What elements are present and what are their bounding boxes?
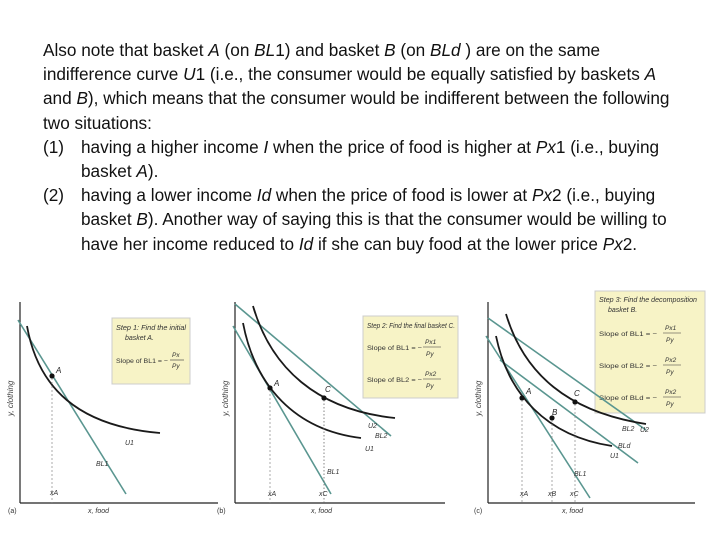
step-box-title: Step 1: Find the initial [116, 325, 187, 332]
basket-c-point [572, 399, 577, 404]
intro-text: and [43, 88, 77, 109]
curve-u1-label: U1 [610, 453, 619, 460]
point-b-label: B [552, 408, 558, 417]
curve-u2-label: U2 [640, 427, 649, 434]
basket-a-point [267, 385, 272, 390]
slope-numerator: Px1 [665, 325, 677, 332]
slope-denominator: Py [426, 351, 434, 358]
point-a-label: A [274, 379, 280, 388]
step-box-title: basket A. [125, 335, 154, 342]
budget-line-label: BL1 [574, 471, 587, 478]
slope-numerator: Px2 [665, 357, 677, 364]
slope-label: Slope of BLd = − [599, 395, 658, 402]
budget-line-bl1 [233, 326, 331, 494]
slope-numerator: Px1 [425, 339, 437, 346]
intro-text: (on [395, 40, 431, 60]
panel-a-figure [0, 288, 230, 520]
basket-b-ref: B [76, 88, 88, 109]
x-axis-label: x, food [562, 508, 584, 515]
intro-text: 1) and basket [275, 40, 385, 60]
slope-label: Slope of BL1 = − [599, 331, 658, 338]
curve-u2-label: U2 [368, 423, 377, 430]
intro-text: ), which means that the consumer would be indifferent between the following two situations: [43, 88, 670, 133]
slope-denominator: Py [666, 337, 674, 344]
step-box-title: Step 2: Find the final basket C. [367, 323, 456, 330]
step-box-title: Step 3: Find the decomposition [599, 297, 698, 304]
basket-c-point [321, 395, 326, 400]
panel-c-figure [470, 288, 715, 520]
x-tick-xa: xA [520, 491, 529, 498]
slope-numerator: Px2 [665, 389, 677, 396]
x-tick-xb: xB [548, 491, 557, 498]
budget-line-label: BL2 [622, 426, 635, 433]
point-a-label: A [526, 387, 532, 396]
explanation-text [43, 38, 683, 256]
point-c-label: C [574, 389, 580, 398]
x-axis-label: x, food [88, 508, 110, 515]
point-a-label: A [56, 366, 62, 375]
panel-label: (b) [217, 508, 226, 515]
list-item-text: having a higher income I when the price of food is higher at Px1 (i.e., buying basket A). [81, 136, 660, 182]
intro-text: ) are on the same indifference curve [43, 40, 601, 85]
panel-b-figure [213, 288, 468, 520]
slope-label: Slope of BL1 = − [367, 345, 423, 352]
y-axis-label: y, clothing [221, 380, 230, 416]
budget-line-ref: BL [254, 40, 276, 60]
slope-numerator: Px2 [425, 371, 437, 378]
budget-line-bl1 [18, 320, 126, 494]
slope-numerator: Px [172, 352, 180, 359]
x-tick-xc: xC [570, 491, 579, 498]
intro-text: Also note that basket [43, 40, 209, 60]
x-tick-xc: xC [319, 491, 328, 498]
list-number: (1) [43, 136, 65, 157]
intro-text: (on [219, 40, 255, 60]
budget-line-label: BL2 [375, 433, 388, 440]
list-item-text: having a lower income Id when the price of food is lower at Px2 (i.e., buying basket B). Another way of saying this is that the consumer would be willing to have her income reduced to Id if she can buy food at the lower price Px2. [81, 185, 667, 254]
intro-text: 1 (i.e., the consumer would be equally satisfied by baskets [195, 64, 645, 85]
indifference-curve-u1 [243, 323, 361, 438]
intro-paragraph [43, 38, 683, 135]
panel-label: (a) [8, 508, 17, 515]
step-box-title: basket B. [608, 307, 638, 314]
slope-label: Slope of BL2 = − [599, 363, 658, 370]
x-tick-xa: xA [50, 490, 59, 497]
slope-label: Slope of BL2 = − [367, 377, 423, 384]
curve-u1-label: U1 [125, 440, 134, 447]
curve-ref: U [183, 64, 196, 85]
budget-line-label: BL1 [327, 469, 340, 476]
budget-line-label: BLd [618, 443, 631, 450]
basket-b-ref: B [384, 40, 396, 60]
point-c-label: C [325, 385, 331, 394]
basket-a-ref: A [644, 64, 657, 85]
list-item [43, 183, 683, 256]
panel-label: (c) [474, 508, 483, 515]
slope-denominator: Py [426, 383, 434, 390]
slope-denominator: Py [666, 401, 674, 408]
budget-line-d-ref: BLd [430, 40, 461, 60]
basket-a-ref: A [208, 40, 220, 60]
slope-denominator: Py [666, 369, 674, 376]
basket-a-point [49, 373, 54, 378]
x-axis-label: x, food [311, 508, 333, 515]
budget-line-label: BL1 [96, 461, 109, 468]
list-number: (2) [43, 185, 65, 206]
slope-denominator: Py [172, 363, 180, 370]
list-item [43, 135, 683, 183]
y-axis-label: y, clothing [474, 380, 483, 416]
curve-u1-label: U1 [365, 446, 374, 453]
x-tick-xa: xA [268, 491, 277, 498]
slope-label: Slope of BL1 = − [116, 358, 169, 365]
basket-a-point [519, 395, 524, 400]
y-axis-label: y, clothing [6, 380, 15, 416]
